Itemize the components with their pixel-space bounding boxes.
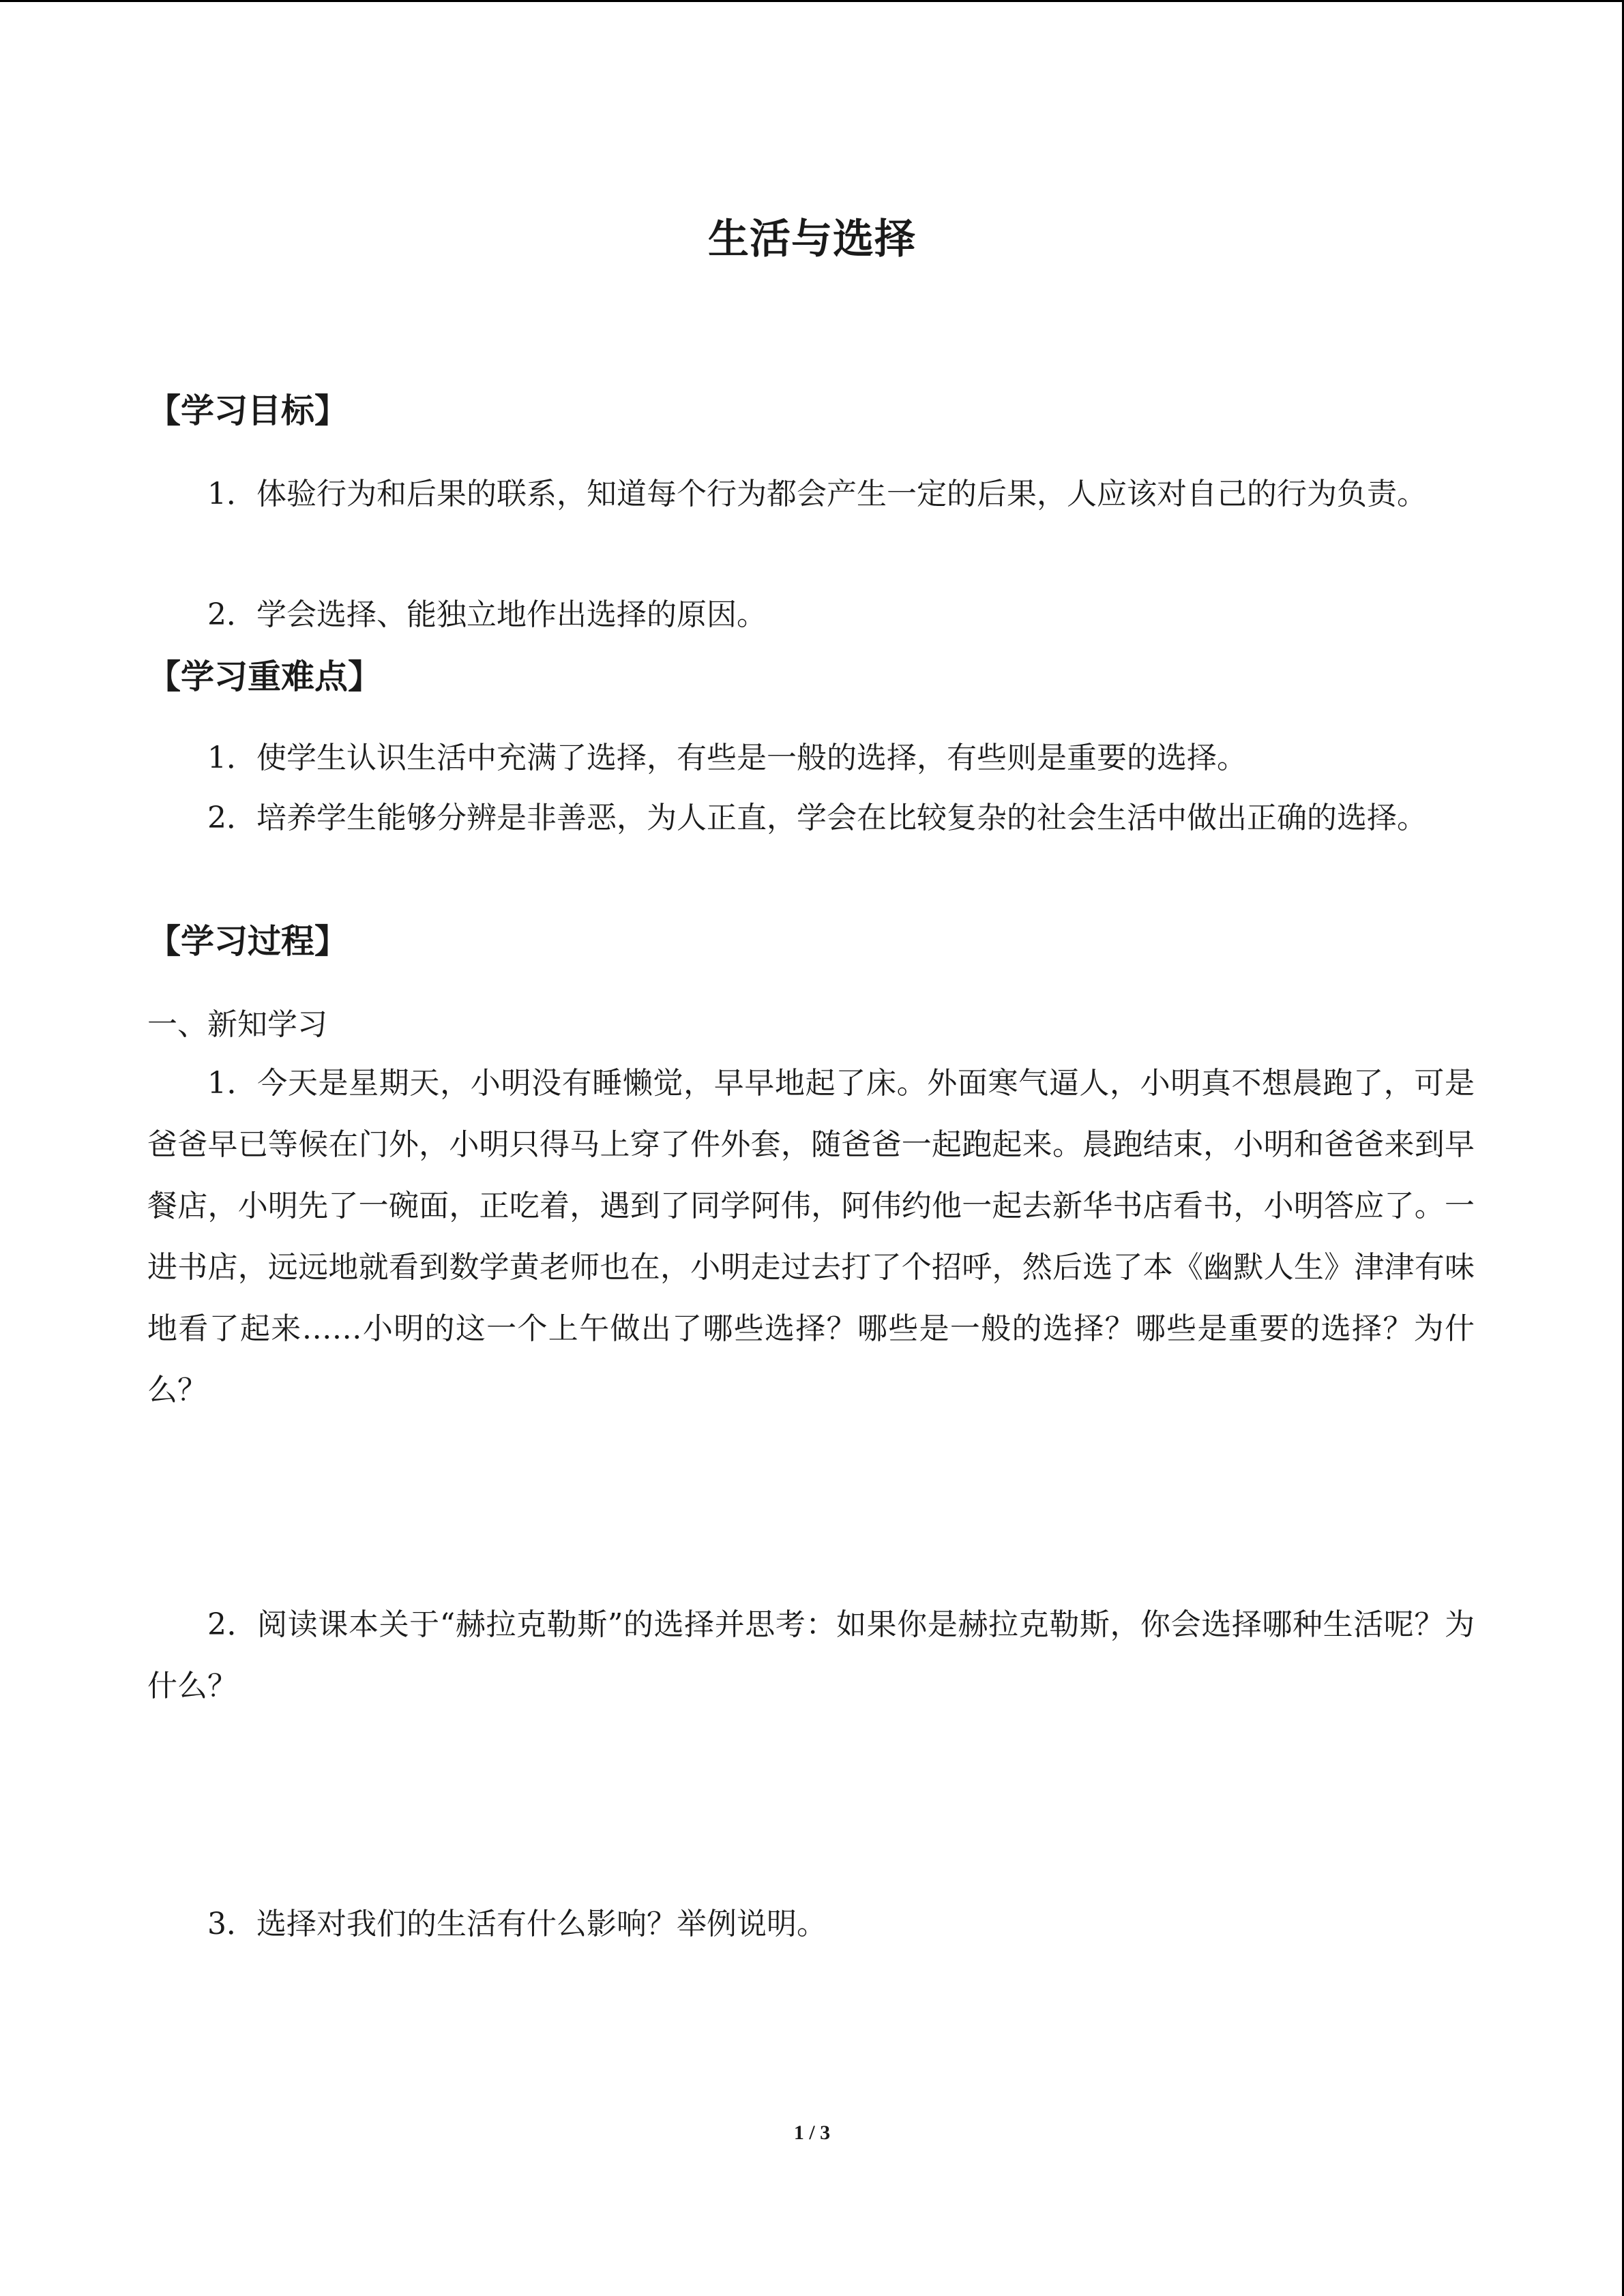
process-item-3: 3．选择对我们的生活有什么影响？举例说明。 [207,1907,827,1941]
process-subheading: 一、新知学习 [147,1007,327,1042]
goal-item-1: 1．体验行为和后果的联系，知道每个行为都会产生一定的后果，人应该对自己的行为负责。 [207,477,1427,511]
goal-item-2: 2．学会选择、能独立地作出选择的原因。 [207,597,767,632]
process-item-1: 1．今天是星期天，小明没有睡懒觉，早早地起了床。外面寒气逼人，小明真不想晨跑了，可是爸爸早已等候在门外，小明只得马上穿了件外套，随爸爸一起跑起来。晨跑结束，小明和爸爸来到早餐店，小明先了一碗面，正吃着，遇到了同学阿伟，阿伟约他一起去新华书店看书，小明答应了。一进书店，远远地就看到数学黄老师也在，小明走过去打了个招呼，然后选了本《幽默人生》津津有味地看了起来……小明的这一个上午做出了哪些选择？哪些是一般的选择？哪些是重要的选择？为什么？ [147,1066,1475,1407]
key-point-item-1: 1．使学生认识生活中充满了选择，有些是一般的选择，有些则是重要的选择。 [207,741,1247,775]
section-heading-goals: 【学习目标】 [147,391,349,430]
section-heading-process: 【学习过程】 [147,922,349,961]
section-heading-key-points: 【学习重难点】 [147,657,382,696]
document-title: 生活与选择 [708,215,916,263]
key-point-item-2: 2．培养学生能够分辨是非善恶，为人正直，学会在比较复杂的社会生活中做出正确的选择。 [207,801,1427,835]
page-number: 1 / 3 [793,2121,831,2144]
process-item-2: 2．阅读课本关于“赫拉克勒斯”的选择并思考：如果你是赫拉克勒斯，你会选择哪种生活呢？为什么？ [147,1607,1475,1703]
